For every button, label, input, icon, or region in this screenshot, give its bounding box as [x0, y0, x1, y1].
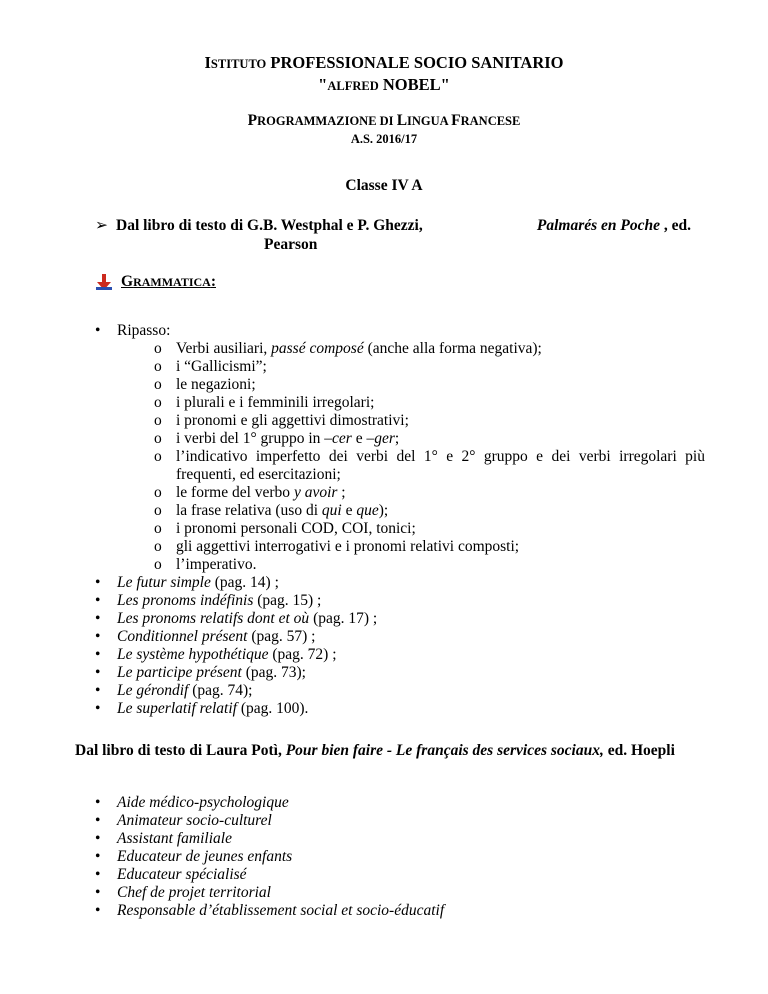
list-item: • Le superlatif relatif (pag. 100).: [95, 700, 309, 717]
list-item: o i pronomi personali COD, COI, tonici;: [154, 520, 416, 537]
list-item: o l’imperativo.: [154, 556, 257, 573]
list-item: • Les pronoms indéfinis (pag. 15) ;: [95, 592, 322, 609]
class-label: Classe IV A: [345, 177, 423, 194]
list-item: • Le participe présent (pag. 73);: [95, 664, 306, 681]
list-item: o i “Gallicismi”;: [154, 358, 267, 375]
list-item: o l’indicativo imperfetto dei verbi del 1° e 2° gruppo e dei verbi irregolari più frequenti, ed esercitazioni;: [154, 448, 705, 483]
textbook-1-title: Palmarés en Poche , ed.: [536, 217, 691, 234]
institute-name: ISTITUTO PROFESSIONALE SOCIO SANITARIO: [204, 53, 564, 72]
textbook-2: Dal libro di testo di Laura Potì, Pour bien faire - Le français des services sociaux, ed. Hoepli: [75, 742, 675, 759]
list-item: • Educateur de jeunes enfants: [95, 848, 293, 865]
list-item: o i verbi del 1° gruppo in –cer e –ger;: [154, 430, 400, 447]
list-item: • Le système hypothétique (pag. 72) ;: [95, 646, 337, 663]
list-item: • Le gérondif (pag. 74);: [95, 682, 253, 699]
textbook-1-publisher: Pearson: [264, 236, 318, 253]
list-item: • Educateur spécialisé: [95, 866, 247, 883]
arrow-bullet-icon: ➢: [95, 217, 108, 234]
programme-title: PROGRAMMAZIONE DI LINGUA FRANCESE: [247, 112, 521, 129]
list-item: o Verbi ausiliari, passé composé (anche alla forma negativa);: [154, 340, 542, 357]
list-item: • Chef de projet territorial: [95, 884, 271, 901]
institute-subname: "ALFRED NOBEL": [318, 75, 450, 94]
professions-list: [95, 794, 705, 920]
list-item: • Le futur simple (pag. 14) ;: [95, 574, 279, 591]
list-item: • Assistant familiale: [95, 830, 232, 847]
list-item: • Animateur socio-culturel: [95, 812, 272, 829]
list-item: o i pronomi e gli aggettivi dimostrativi;: [154, 412, 409, 429]
list-item: • Aide médico-psychologique: [95, 794, 289, 811]
list-item: o gli aggettivi interrogativi e i pronomi relativi composti;: [154, 538, 520, 555]
textbook-1-line1: Dal libro di testo di G.B. Westphal e P. Ghezzi,: [116, 217, 423, 234]
list-item: o i plurali e i femminili irregolari;: [154, 394, 375, 411]
grammatica-label: GRAMMATICA:: [121, 273, 216, 290]
list-item: o le forme del verbo y avoir ;: [154, 484, 346, 501]
list-item: • Conditionnel présent (pag. 57) ;: [95, 628, 316, 645]
ripasso-sublist: [154, 340, 705, 574]
grammar-list: [95, 322, 705, 718]
list-item: o la frase relativa (uso di qui e que);: [154, 502, 389, 519]
list-item: • Les pronoms relatifs dont et où (pag. 17) ;: [95, 610, 378, 627]
list-item: • Responsable d’établissement social et socio-éducatif: [95, 902, 445, 919]
list-item: • Ripasso: o Verbi ausiliari, passé composé (anche alla forma negativa); o i “Gallicismi”; o le negazioni; o i plurali e i femminili irregolari; o i pronomi e gli aggettivi dimostrativi; o i verbi del 1° gruppo in –cer e –ger; o l’indicativo imperfetto dei verbi del 1° e 2° gruppo e dei verbi irregolari più frequenti, ed esercitazioni; o le forme del verbo y avoir ; o la frase relativa (uso di qui e que); o i pronomi personali COD, COI, tonici; o gli aggettivi interrogativi e i pronomi relativi composti; o l’imperativo.: [95, 322, 705, 573]
pointer-arrow-icon: [95, 273, 113, 291]
list-item: o le negazioni;: [154, 376, 256, 393]
school-year: A.S. 2016/17: [350, 132, 418, 146]
